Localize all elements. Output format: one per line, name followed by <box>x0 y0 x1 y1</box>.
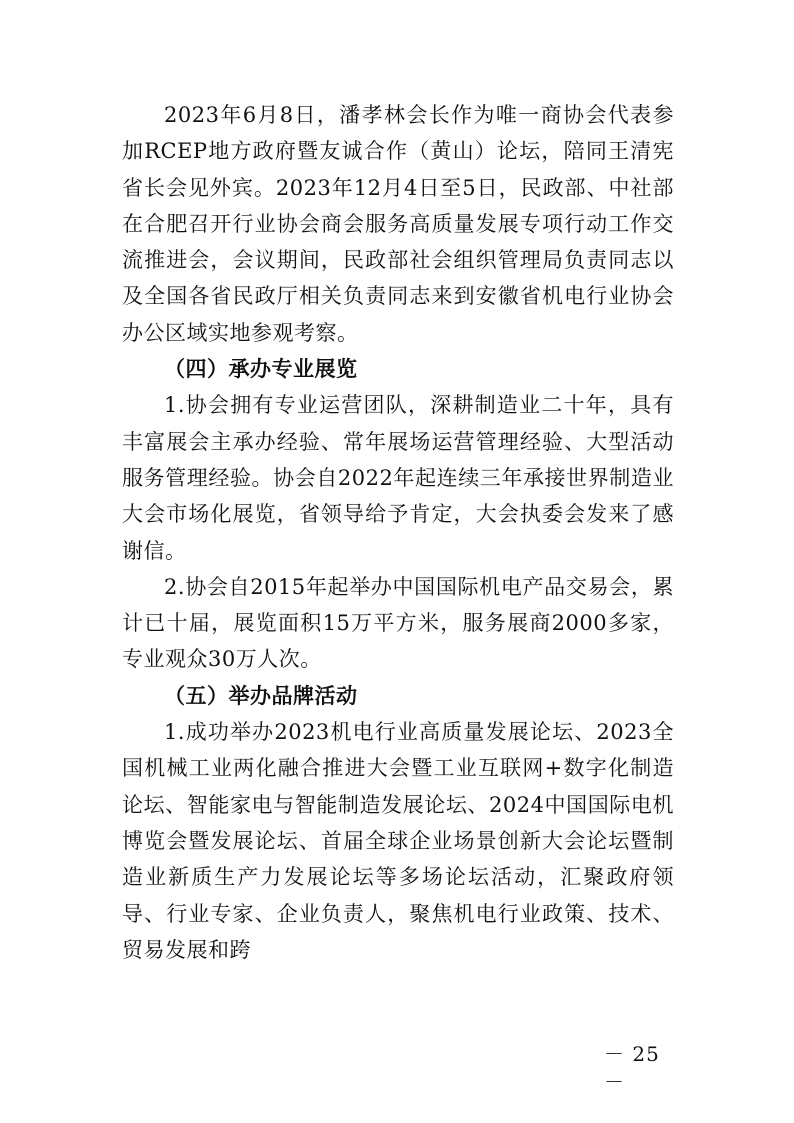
section-heading-brand-events: （五）举办品牌活动 <box>164 683 358 708</box>
paragraph-forums: 1.成功举办2023机电行业高质量发展论坛、2023全国机械工业两化融合推进大会暨工业互联网+数字化制造论坛、智能家电与智能制造发展论坛、2024中国国际电机博览会暨发展论坛、首届全球企业场景创新大会论坛暨制造业新质生产力发展论坛等多场论坛活动，汇聚政府领导、行业专家、企业负责人，聚焦机电行业政策、技术、贸易发展和跨 <box>122 720 674 962</box>
page-content <box>122 97 674 968</box>
paragraph-exhibition-team: 1.协会拥有专业运营团队，深耕制造业二十年，具有丰富展会主承办经验、常年展场运营管理经验、大型活动服务管理经验。协会自2022年起连续三年承接世界制造业大会市场化展览，省领导给予肯定，大会执委会发来了感谢信。 <box>122 393 674 563</box>
page-number: － 25 － <box>604 1042 660 1094</box>
section-heading-exhibitions: （四）承办专业展览 <box>164 357 358 382</box>
paragraph-expo-history: 2.协会自2015年起举办中国国际机电产品交易会，累计已十届，展览面积15万平方米，服务展商2000多家，专业观众30万人次。 <box>122 574 674 672</box>
paragraph-rcep-forum: 2023年6月8日，潘孝林会长作为唯一商协会代表参加RCEP地方政府暨友诚合作（黄山）论坛，陪同王清宪省长会见外宾。2023年12月4日至5日，民政部、中社部在合肥召开行业协会商会服务高质量发展专项行动工作交流推进会，会议期间，民政部社会组织管理局负责同志以及全国各省民政厅相关负责同志来到安徽省机电行业协会办公区域实地参观考察。 <box>122 103 674 345</box>
